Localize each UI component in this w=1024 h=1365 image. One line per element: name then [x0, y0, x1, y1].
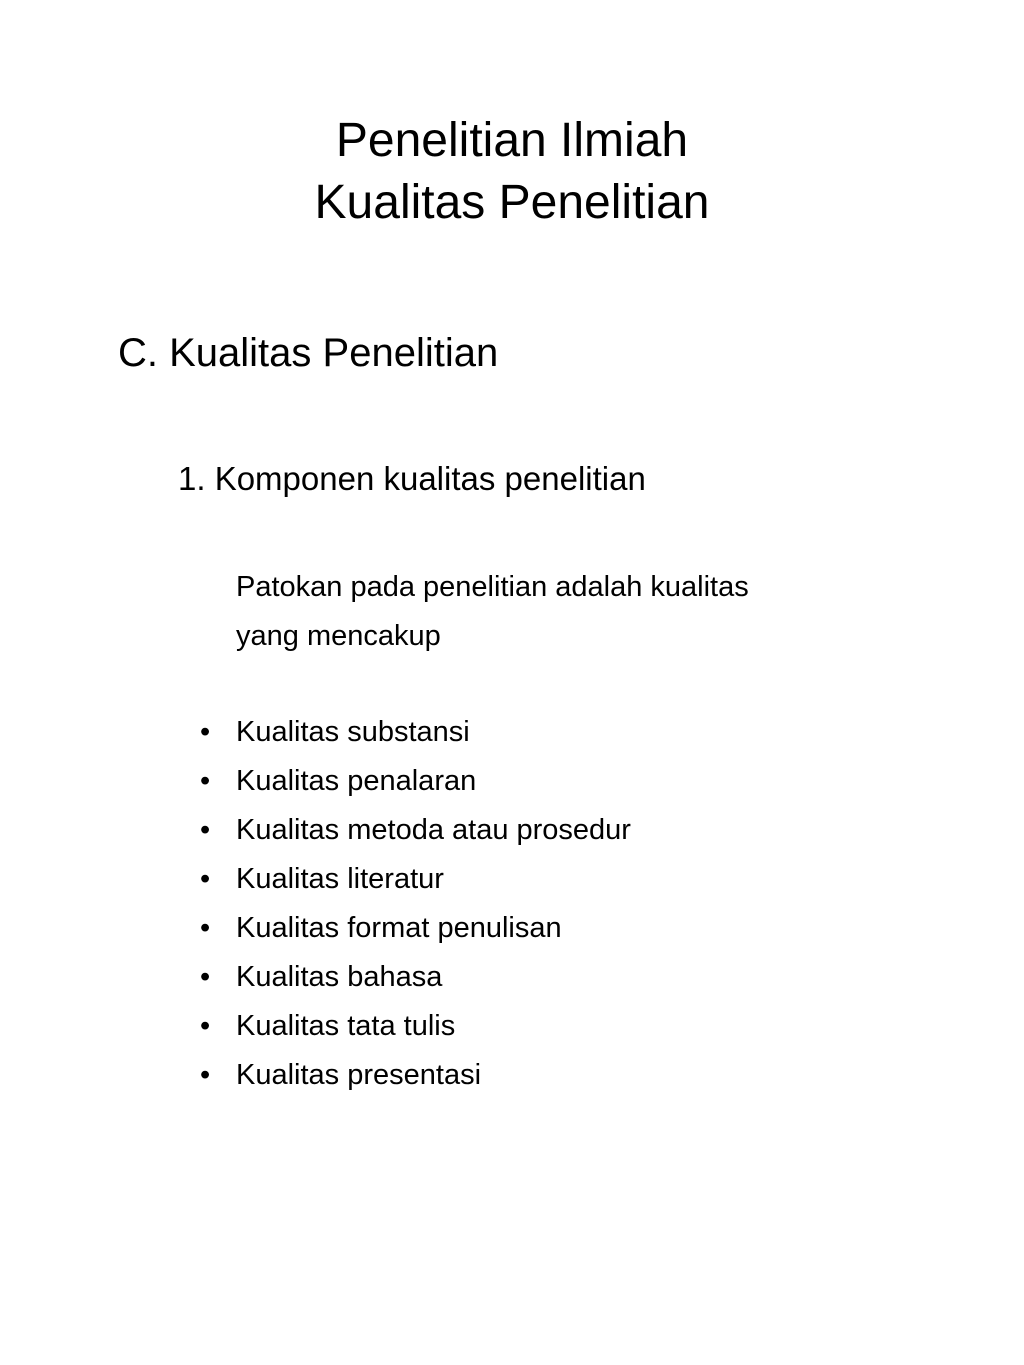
list-item-label: Kualitas presentasi [236, 1059, 482, 1091]
bullet-icon: • [200, 1010, 211, 1042]
slide-title [0, 110, 1024, 234]
slide-title-line-2: Kualitas Penelitian [314, 176, 710, 229]
bullet-icon: • [200, 961, 211, 993]
list-item [196, 1002, 631, 1051]
list-item-label: Kualitas metoda atau prosedur [236, 814, 631, 846]
bullet-icon: • [200, 765, 211, 797]
list-item-label: Kualitas tata tulis [236, 1010, 456, 1042]
quality-bullet-list [196, 708, 631, 1100]
list-item [196, 855, 631, 904]
subsection-heading: 1. Komponen kualitas penelitian [178, 460, 646, 497]
list-item [196, 953, 631, 1002]
bullet-icon: • [200, 1059, 211, 1091]
intro-line-1: Patokan pada penelitian adalah kualitas [236, 571, 749, 603]
list-item [196, 757, 631, 806]
bullet-icon: • [200, 912, 211, 944]
slide-title-line-1: Penelitian Ilmiah [335, 114, 689, 167]
list-item-label: Kualitas substansi [236, 716, 470, 748]
list-item [196, 708, 631, 757]
bullet-icon: • [200, 716, 211, 748]
list-item-label: Kualitas penalaran [236, 765, 477, 797]
list-item-label: Kualitas format penulisan [236, 912, 562, 944]
list-item-label: Kualitas bahasa [236, 961, 443, 993]
list-item [196, 904, 631, 953]
list-item [196, 806, 631, 855]
bullet-icon: • [200, 814, 211, 846]
intro-line-2: yang mencakup [236, 620, 441, 652]
bullet-icon: • [200, 863, 211, 895]
list-item [196, 1051, 631, 1100]
list-item-label: Kualitas literatur [236, 863, 444, 895]
section-heading: C. Kualitas Penelitian [118, 331, 499, 375]
intro-paragraph [236, 563, 936, 661]
